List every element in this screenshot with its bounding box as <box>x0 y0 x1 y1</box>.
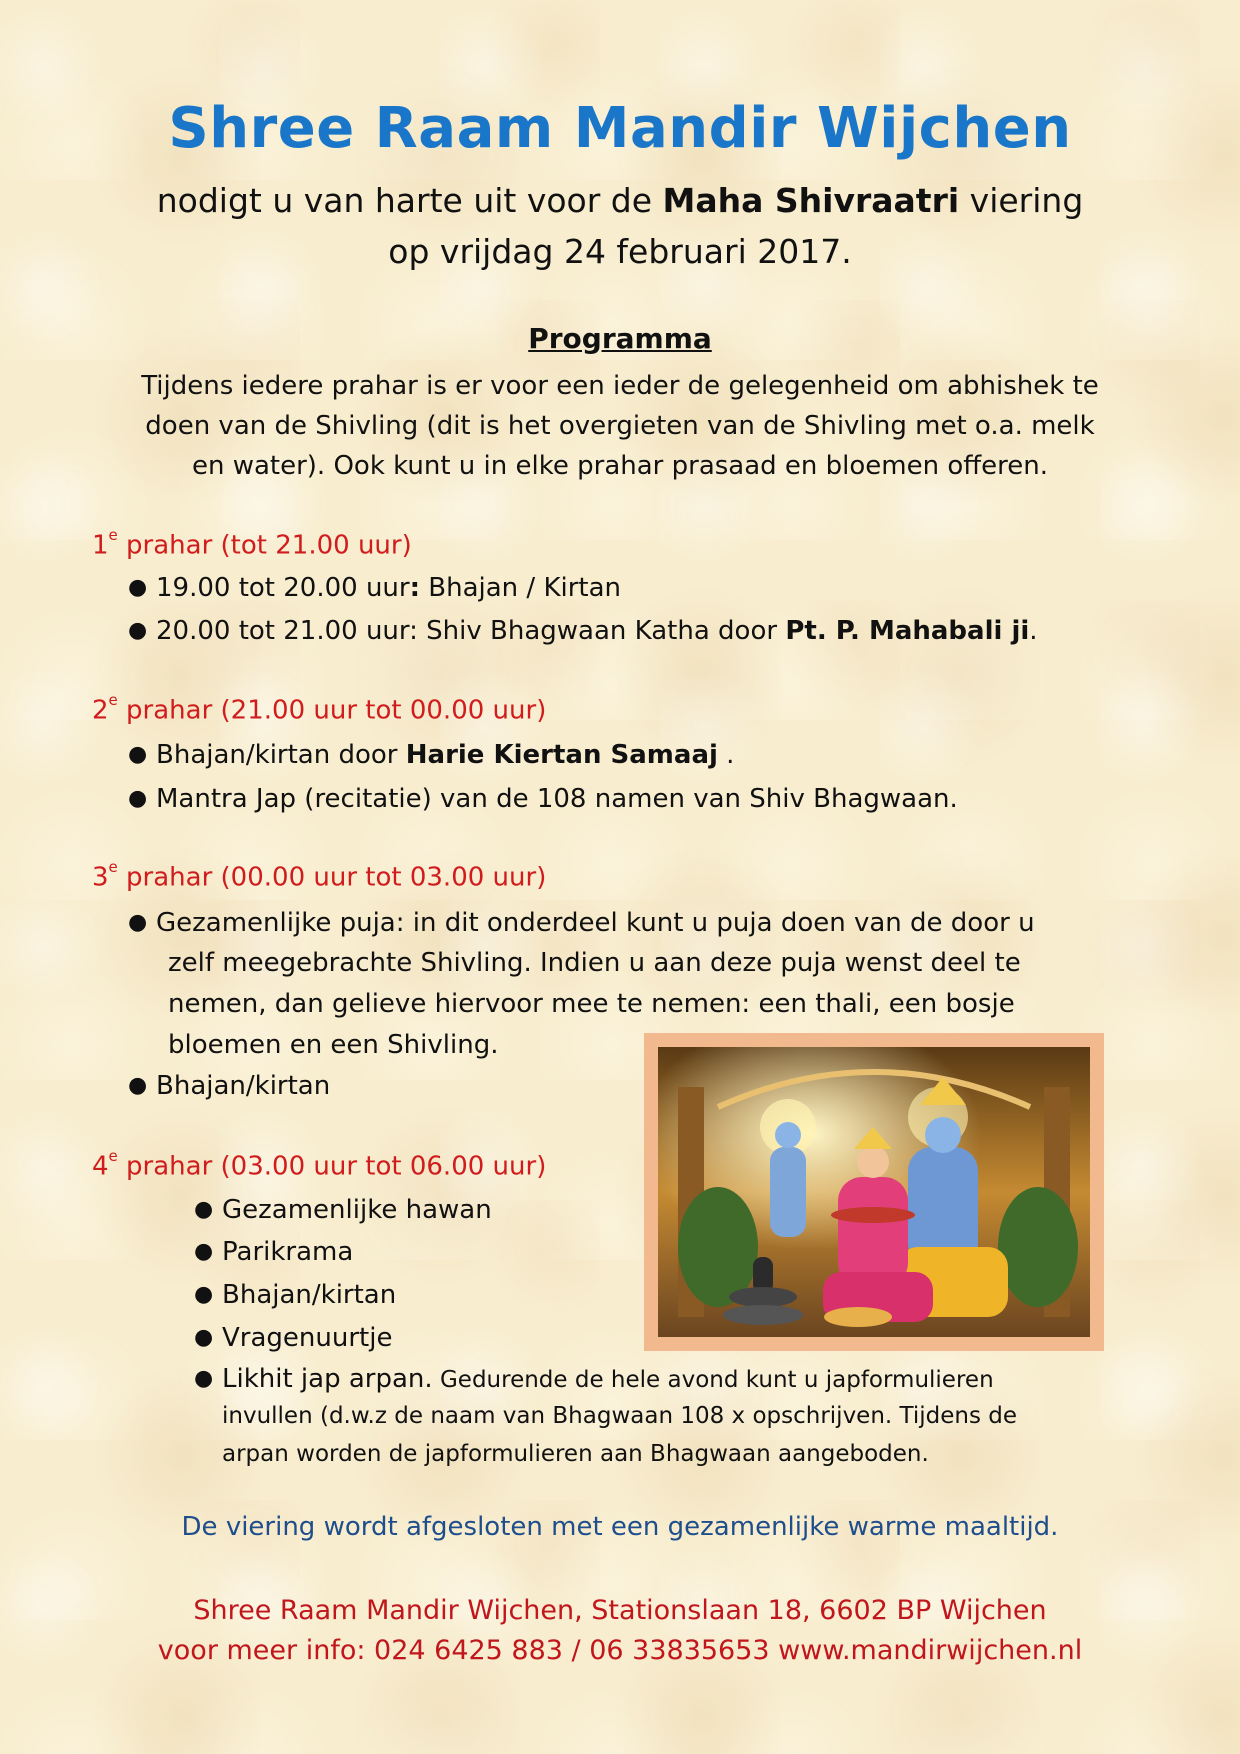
ordinal-suffix: e <box>108 691 118 709</box>
bullet-icon: ● <box>194 1239 214 1264</box>
invitation-text: nodigt u van harte uit voor de <box>156 181 663 220</box>
group-name: Harie Kiertan Samaaj <box>405 740 718 770</box>
prahar-number: 4 <box>92 1151 109 1182</box>
intro-line: doen van de Shivling (dit is het overgieten van de Shivling met o.a. melk <box>145 411 1095 441</box>
bullet-icon: ● <box>128 742 148 767</box>
activity: Bhajan/kirtan door <box>156 740 406 770</box>
list-item-continued: invullen (d.w.z de naam van Bhagwaan 108 x opschrijven. Tijdens de <box>222 1403 1018 1429</box>
activity: Parikrama <box>222 1237 354 1267</box>
list-item-continued: arpan worden de japformulieren aan Bhagwaan aangeboden. <box>222 1441 929 1467</box>
prahar-4-heading <box>92 1147 547 1182</box>
list-item <box>128 903 1035 943</box>
deity-illustration <box>658 1047 1090 1337</box>
list-item-continued: zelf meegebrachte Shivling. Indien u aan deze puja wenst deel te <box>168 948 1021 978</box>
ordinal-suffix: e <box>108 526 118 544</box>
list-item-continued: bloemen en een Shivling. <box>168 1030 499 1060</box>
programma-intro <box>70 366 1170 486</box>
invitation-text-end: viering <box>959 181 1084 220</box>
prahar-2-heading <box>92 691 547 726</box>
event-name: Maha Shivraatri <box>662 181 960 220</box>
programma-heading: Programma <box>528 322 712 355</box>
bullet-icon: ● <box>128 1073 148 1098</box>
bullet-icon: ● <box>194 1282 214 1307</box>
list-item <box>128 1066 331 1106</box>
prahar-label: prahar (00.00 uur tot 03.00 uur) <box>117 862 547 893</box>
invitation-line <box>0 181 1240 220</box>
prahar-label: prahar (21.00 uur tot 00.00 uur) <box>117 695 547 726</box>
bullet-icon: ● <box>194 1197 214 1222</box>
prahar-number: 3 <box>92 862 109 893</box>
separator: : <box>409 573 421 603</box>
list-item <box>128 735 735 775</box>
list-item <box>128 568 622 608</box>
prahar-number: 2 <box>92 695 109 726</box>
time-range: 19.00 tot 20.00 uur <box>156 573 410 603</box>
bullet-icon: ● <box>128 575 148 600</box>
bullet-icon: ● <box>128 910 148 935</box>
list-item: Mantra Jap (recitatie) van de 108 namen van Shiv Bhagwaan. <box>156 784 958 814</box>
bullet-icon: ● <box>194 1325 214 1350</box>
list-item <box>128 611 1038 651</box>
bullet-icon: ● <box>128 618 148 643</box>
activity: Bhajan/kirtan <box>222 1280 397 1310</box>
activity: Vragenuurtje <box>222 1323 393 1353</box>
list-item <box>194 1275 397 1315</box>
closing-note: De viering wordt afgesloten met een gezamenlijke warme maaltijd. <box>181 1512 1059 1542</box>
ordinal-suffix: e <box>108 858 118 876</box>
contact-line: voor meer info: 024 6425 883 / 06 33835653 www.mandirwijchen.nl <box>157 1635 1083 1666</box>
list-item-continued: nemen, dan gelieve hiervoor mee te nemen: een thali, een bosje <box>168 989 1015 1019</box>
list-item <box>194 1318 393 1358</box>
puja-text: Gezamenlijke puja: in dit onderdeel kunt u puja doen van de door u <box>156 908 1035 938</box>
bullet-icon: ● <box>128 786 148 811</box>
prahar-label: prahar (tot 21.00 uur) <box>117 530 412 561</box>
activity: Likhit jap arpan. <box>222 1364 433 1394</box>
punctuation: . <box>1029 616 1038 646</box>
activity: 20.00 tot 21.00 uur: Shiv Bhagwaan Katha door <box>156 616 786 646</box>
temple-title: Shree Raam Mandir Wijchen <box>168 96 1072 161</box>
activity: Bhajan/kirtan <box>156 1071 331 1101</box>
speaker-name: Pt. P. Mahabali ji <box>785 616 1030 646</box>
intro-line: Tijdens iedere prahar is er voor een ieder de gelegenheid om abhishek te <box>141 371 1099 401</box>
activity: Gezamenlijke hawan <box>222 1195 492 1225</box>
list-item <box>194 1232 354 1272</box>
list-item <box>194 1359 994 1400</box>
ordinal-suffix: e <box>108 1147 118 1165</box>
event-date: op vrijdag 24 februari 2017. <box>388 232 852 271</box>
activity: Bhajan / Kirtan <box>420 573 622 603</box>
address-line: Shree Raam Mandir Wijchen, Stationslaan 18, 6602 BP Wijchen <box>193 1595 1047 1626</box>
punctuation: . <box>717 740 735 770</box>
intro-line: en water). Ook kunt u in elke prahar prasaad en bloemen offeren. <box>191 451 1049 481</box>
prahar-number: 1 <box>92 530 109 561</box>
devotional-photo <box>644 1033 1104 1351</box>
prahar-3-heading <box>92 858 547 893</box>
prahar-1-heading <box>92 526 412 561</box>
prahar-label: prahar (03.00 uur tot 06.00 uur) <box>117 1151 547 1182</box>
activity-detail: Gedurende de hele avond kunt u japformulieren <box>432 1367 994 1393</box>
bullet-icon: ● <box>194 1366 214 1391</box>
list-item <box>194 1190 492 1230</box>
